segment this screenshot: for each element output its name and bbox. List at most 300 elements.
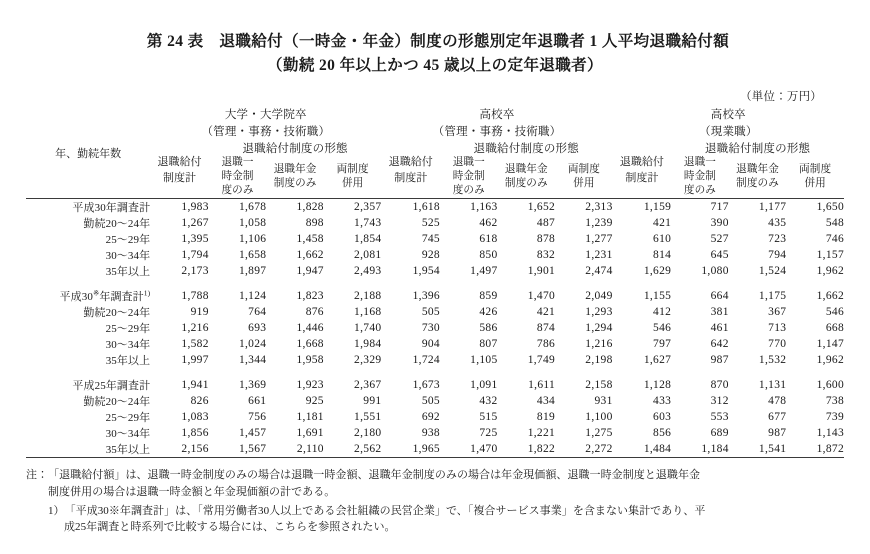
group-header-0 <box>150 107 381 140</box>
row-label <box>26 352 150 368</box>
data-cell: 931 <box>594 395 613 408</box>
data-cell: 603 <box>653 411 672 424</box>
data-cell: 390 <box>710 217 729 230</box>
data-cell: 1,267 <box>181 217 209 230</box>
stub-header-cell <box>26 107 150 199</box>
row-label <box>26 231 150 247</box>
group-0-line2: （管理・事務・技術職） <box>201 125 331 138</box>
data-cell: 1,024 <box>238 338 267 351</box>
data-cell: 1,105 <box>470 354 498 367</box>
data-cell: 1,532 <box>758 354 787 367</box>
data-cell: 505 <box>421 395 440 408</box>
subcol-1-2-l1: 両制度 <box>567 164 600 176</box>
row-label <box>26 393 150 409</box>
data-cell: 1,749 <box>527 354 556 367</box>
table-row <box>26 425 844 441</box>
title-line-1: 第 24 表 退職給付（一時金・年金）制度の形態別定年退職者 1 人平均退職給付額 <box>146 33 730 50</box>
data-cell: 1,163 <box>440 199 498 216</box>
data-cell: 1,662 <box>296 249 324 262</box>
data-cell: 1,658 <box>238 249 267 262</box>
note-main-line2-wrap <box>26 484 844 501</box>
note-main-line2: 制度併用の場合は退職一時金額と年金現価額の計である。 <box>48 486 336 498</box>
data-cell: 668 <box>825 322 844 335</box>
table-row <box>26 393 844 409</box>
row-label-text: 30～34年 <box>105 339 151 352</box>
row-label-text: 30～34年 <box>105 428 151 441</box>
data-cell: 1,155 <box>643 290 672 303</box>
data-cell: 1,691 <box>296 427 324 440</box>
data-cell: 2,329 <box>354 354 382 367</box>
row-label <box>26 215 150 231</box>
data-cell: 421 <box>536 306 556 319</box>
total-col-header-1-inner <box>381 153 440 185</box>
form-header-2: 退職給付制度の形態 <box>704 143 811 156</box>
header-group-row <box>26 107 844 140</box>
stub-header-label: 年、勤続年数 <box>55 147 122 160</box>
data-cell: 1,947 <box>296 265 324 278</box>
data-cell: 856 <box>653 427 672 440</box>
total-col-header-0-inner <box>150 153 209 185</box>
table-row <box>26 247 844 263</box>
subcol-2-2-l1: 両制度 <box>799 164 832 176</box>
data-cell: 2,081 <box>354 249 382 262</box>
data-cell: 919 <box>190 306 209 319</box>
data-cell: 1,216 <box>181 322 209 335</box>
row-label <box>26 304 150 320</box>
table-row <box>26 288 844 304</box>
subcol-1-1-l1: 退職年金 <box>504 164 548 176</box>
data-cell: 1,143 <box>816 427 844 440</box>
data-cell: 1,470 <box>440 441 498 458</box>
subcol-2-0 <box>671 156 729 198</box>
spacer-cell <box>150 368 844 377</box>
data-cell: 693 <box>248 322 267 335</box>
row-label-text: 平成30年調査計 <box>72 202 151 215</box>
data-cell: 1,958 <box>296 354 324 367</box>
row-label <box>26 263 150 279</box>
note-1-label: 1） <box>48 504 65 517</box>
page-title <box>26 30 844 78</box>
data-cell: 859 <box>479 290 498 303</box>
data-cell: 1,100 <box>585 411 613 424</box>
data-cell: 1,181 <box>296 411 324 424</box>
data-cell: 1,600 <box>816 379 844 392</box>
subcol-0-2 <box>324 156 382 198</box>
data-cell: 1,293 <box>585 306 613 319</box>
subcol-0-1 <box>266 156 324 198</box>
subcol-1-1 <box>498 156 556 198</box>
data-cell: 738 <box>825 395 844 408</box>
spacer-cell <box>26 279 150 288</box>
data-cell: 991 <box>363 395 382 408</box>
note-1-line2-wrap <box>26 519 844 536</box>
data-cell: 2,180 <box>354 427 382 440</box>
data-cell: 713 <box>768 322 787 335</box>
data-cell: 1,788 <box>181 290 209 303</box>
data-cell: 1,823 <box>296 290 324 303</box>
data-cell: 1,277 <box>585 233 613 246</box>
data-cell: 689 <box>710 427 729 440</box>
total-col-2-line1: 退職給付 <box>619 156 664 169</box>
note-1-line2: 成25年調査と時系列で比較する場合には、こちらを参照されたい。 <box>64 521 396 534</box>
data-cell: 1,458 <box>296 233 324 246</box>
data-cell: 426 <box>479 306 498 319</box>
subcol-0-0 <box>209 156 267 198</box>
data-cell: 1,168 <box>354 306 382 319</box>
data-cell: 412 <box>653 306 672 319</box>
data-cell: 1,369 <box>238 379 267 392</box>
data-cell: 807 <box>479 338 498 351</box>
data-cell: 1,157 <box>816 249 844 262</box>
data-cell: 1,611 <box>528 379 556 392</box>
data-cell: 642 <box>710 338 729 351</box>
data-cell: 1,396 <box>412 290 440 303</box>
table-row <box>26 409 844 425</box>
subcol-0-0-l1: 退職一 <box>221 157 254 169</box>
table-notes <box>26 467 844 536</box>
data-cell: 487 <box>536 217 556 230</box>
data-cell: 2,173 <box>181 265 209 278</box>
data-cell: 730 <box>421 322 440 335</box>
data-cell: 745 <box>421 233 440 246</box>
subcol-2-2 <box>786 156 844 198</box>
data-cell: 1,106 <box>238 233 267 246</box>
subcol-0-0-l2: 時金制 <box>221 171 254 183</box>
data-cell: 1,984 <box>354 338 382 351</box>
data-cell: 878 <box>536 233 556 246</box>
data-cell: 1,962 <box>816 354 844 367</box>
data-cell: 1,668 <box>296 338 324 351</box>
group-header-1 <box>381 107 612 140</box>
table-row <box>26 352 844 368</box>
subcol-0-2-l2: 併用 <box>341 178 364 190</box>
data-cell: 814 <box>653 249 672 262</box>
row-label <box>26 288 150 304</box>
data-cell: 1,457 <box>238 427 267 440</box>
subcol-1-2 <box>555 156 613 198</box>
data-cell: 548 <box>825 217 844 230</box>
note-1 <box>26 503 844 520</box>
data-cell: 2,158 <box>585 379 613 392</box>
row-label-text: 平成30 <box>59 291 93 304</box>
data-cell: 1,822 <box>498 441 556 458</box>
data-cell: 1,567 <box>209 441 267 458</box>
subcol-2-1-l2: 制度のみ <box>736 178 779 190</box>
row-label <box>26 441 150 458</box>
row-label <box>26 336 150 352</box>
data-cell: 1,828 <box>266 199 324 216</box>
data-cell: 1,965 <box>381 441 440 458</box>
data-cell: 832 <box>536 249 556 262</box>
data-cell: 618 <box>479 233 498 246</box>
data-cell: 553 <box>710 411 729 424</box>
data-cell: 1,128 <box>643 379 672 392</box>
data-cell: 1,484 <box>613 441 672 458</box>
table-body <box>26 199 844 458</box>
data-cell: 1,221 <box>527 427 556 440</box>
data-cell: 2,110 <box>266 441 324 458</box>
data-cell: 1,551 <box>354 411 382 424</box>
row-label-footnote-ref: 1) <box>143 288 151 298</box>
data-cell: 367 <box>768 306 787 319</box>
data-cell: 826 <box>190 395 209 408</box>
note-main-line1: 「退職給付額」は、退職一時金制度のみの場合は退職一時金額、退職年金制度のみの場合は年金現価額、退職一時金制度と退職年金 <box>48 469 701 482</box>
row-label-text: 勤続20～24年 <box>83 307 151 320</box>
data-cell: 1,724 <box>412 354 440 367</box>
data-cell: 874 <box>536 322 556 335</box>
group-1-line2: （管理・事務・技術職） <box>432 125 562 138</box>
data-cell: 515 <box>479 411 498 424</box>
data-cell: 525 <box>421 217 440 230</box>
data-cell: 928 <box>421 249 440 262</box>
data-cell: 1,962 <box>816 265 844 278</box>
row-label <box>26 425 150 441</box>
data-cell: 1,470 <box>527 290 556 303</box>
data-cell: 1,524 <box>758 265 787 278</box>
table-row <box>26 304 844 320</box>
data-cell: 1,497 <box>470 265 498 278</box>
total-col-1-line2: 制度計 <box>394 172 428 185</box>
data-cell: 1,872 <box>786 441 844 458</box>
total-col-header-1 <box>381 140 440 198</box>
data-cell: 1,678 <box>209 199 267 216</box>
table-row <box>26 320 844 336</box>
row-label-text: 35年以上 <box>105 355 151 368</box>
data-cell: 819 <box>536 411 556 424</box>
table-row <box>26 377 844 393</box>
total-col-2-line2: 制度計 <box>625 172 659 185</box>
data-cell: 987 <box>710 354 729 367</box>
data-cell: 2,562 <box>324 441 382 458</box>
table-header <box>26 107 844 199</box>
subcol-1-2-l2: 併用 <box>573 178 595 190</box>
table-row <box>26 231 844 247</box>
group-0-line1: 大学・大学院卒 <box>224 109 307 122</box>
data-cell: 1,184 <box>671 441 729 458</box>
data-cell: 1,216 <box>585 338 613 351</box>
data-cell: 1,395 <box>181 233 209 246</box>
data-cell: 1,856 <box>181 427 209 440</box>
row-label-text: 勤続20～24年 <box>83 396 151 409</box>
data-cell: 677 <box>768 411 787 424</box>
table-row <box>26 199 844 216</box>
row-label <box>26 199 150 216</box>
row-label-text: 35年以上 <box>105 266 151 279</box>
data-cell: 1,239 <box>585 217 613 230</box>
data-cell: 1,159 <box>613 199 672 216</box>
data-cell: 876 <box>305 306 324 319</box>
row-label <box>26 377 150 393</box>
data-cell: 1,177 <box>729 199 787 216</box>
note-main-label: 注： <box>26 469 49 482</box>
row-label-text: 25～29年 <box>105 412 151 425</box>
data-cell: 1,618 <box>381 199 440 216</box>
form-header-0: 退職給付制度の形態 <box>242 143 348 156</box>
table-row <box>26 336 844 352</box>
data-cell: 1,083 <box>181 411 209 424</box>
group-1-line1: 高校卒 <box>479 109 515 122</box>
data-cell: 904 <box>421 338 440 351</box>
total-col-1-line1: 退職給付 <box>388 156 433 169</box>
subcol-2-2-l2: 併用 <box>804 178 826 190</box>
subcol-1-1-l2: 制度のみ <box>504 178 548 190</box>
data-cell: 435 <box>768 217 787 230</box>
data-cell: 1,662 <box>816 290 844 303</box>
data-cell: 312 <box>710 395 729 408</box>
data-cell: 2,198 <box>585 354 613 367</box>
spacer-cell <box>150 279 844 288</box>
data-cell: 462 <box>479 217 498 230</box>
data-cell: 723 <box>768 233 787 246</box>
subcol-2-1 <box>729 156 787 198</box>
data-cell: 432 <box>479 395 498 408</box>
total-col-header-2-inner <box>613 153 672 185</box>
subcol-0-1-l2: 制度のみ <box>273 178 317 190</box>
data-cell: 717 <box>671 199 729 216</box>
row-label-text: 25～29年 <box>105 323 151 336</box>
data-cell: 2,272 <box>555 441 613 458</box>
data-cell: 1,231 <box>585 249 613 262</box>
data-cell: 2,313 <box>555 199 613 216</box>
unit-label: （単位：万円） <box>740 91 822 104</box>
subcol-2-0-l3: 度のみ <box>683 185 717 197</box>
subcol-2-0-l1: 退職一 <box>683 157 717 169</box>
data-cell: 546 <box>825 306 844 319</box>
data-cell: 2,474 <box>585 265 613 278</box>
subcol-1-0-l2: 時金制 <box>452 171 485 183</box>
data-cell: 434 <box>536 395 556 408</box>
row-label-text-2: 年調査計 <box>99 291 144 304</box>
data-cell: 794 <box>768 249 787 262</box>
total-col-0-line2: 制度計 <box>162 172 196 185</box>
data-cell: 692 <box>421 411 440 424</box>
data-cell: 1,854 <box>354 233 382 246</box>
data-cell: 987 <box>768 427 787 440</box>
subcol-0-1-l1: 退職年金 <box>273 164 317 176</box>
data-cell: 1,997 <box>181 354 209 367</box>
data-cell: 433 <box>653 395 672 408</box>
data-cell: 2,357 <box>324 199 382 216</box>
data-cell: 725 <box>479 427 498 440</box>
block-spacer <box>26 279 844 288</box>
data-cell: 1,652 <box>498 199 556 216</box>
data-cell: 1,673 <box>412 379 440 392</box>
subcol-2-0-l2: 時金制 <box>683 171 717 183</box>
data-cell: 1,080 <box>701 265 729 278</box>
note-main <box>26 467 844 484</box>
subcol-0-2-l1: 両制度 <box>336 164 369 176</box>
row-label-text: 25～29年 <box>105 234 151 247</box>
data-cell: 586 <box>479 322 498 335</box>
spacer-cell <box>26 368 150 377</box>
total-col-0-line1: 退職給付 <box>157 156 202 169</box>
data-cell: 527 <box>710 233 729 246</box>
data-cell: 925 <box>305 395 324 408</box>
data-cell: 850 <box>479 249 498 262</box>
block-spacer <box>26 368 844 377</box>
row-label-text: 平成25年調査計 <box>72 380 151 393</box>
total-col-header-2 <box>613 140 672 198</box>
data-cell: 610 <box>653 233 672 246</box>
table-row <box>26 441 844 458</box>
row-label <box>26 320 150 336</box>
data-cell: 2,156 <box>150 441 209 458</box>
form-header-1: 退職給付制度の形態 <box>473 143 579 156</box>
data-cell: 1,901 <box>527 265 556 278</box>
data-cell: 2,367 <box>354 379 382 392</box>
data-cell: 1,983 <box>150 199 209 216</box>
data-cell: 381 <box>710 306 729 319</box>
total-col-header-0 <box>150 140 209 198</box>
data-cell: 1,446 <box>296 322 324 335</box>
data-cell: 898 <box>305 217 324 230</box>
data-cell: 1,627 <box>643 354 672 367</box>
data-cell: 1,629 <box>643 265 672 278</box>
data-cell: 1,124 <box>238 290 267 303</box>
data-cell: 1,275 <box>585 427 613 440</box>
data-cell: 1,923 <box>296 379 324 392</box>
data-cell: 764 <box>248 306 267 319</box>
data-cell: 1,131 <box>758 379 787 392</box>
data-cell: 478 <box>768 395 787 408</box>
statistics-table <box>26 107 844 458</box>
data-cell: 1,897 <box>238 265 267 278</box>
data-cell: 1,941 <box>181 379 209 392</box>
data-cell: 1,582 <box>181 338 209 351</box>
table-row <box>26 263 844 279</box>
note-main-body <box>48 467 700 484</box>
data-cell: 746 <box>825 233 844 246</box>
row-label <box>26 409 150 425</box>
data-cell: 1,175 <box>758 290 787 303</box>
title-line-2: （勤続 20 年以上かつ 45 歳以上の定年退職者） <box>267 57 603 75</box>
data-cell: 2,188 <box>354 290 382 303</box>
data-cell: 1,058 <box>238 217 267 230</box>
data-cell: 2,493 <box>354 265 382 278</box>
data-cell: 645 <box>710 249 729 262</box>
row-label <box>26 247 150 263</box>
data-cell: 1,794 <box>181 249 209 262</box>
data-cell: 664 <box>710 290 729 303</box>
group-header-2 <box>613 107 844 140</box>
data-cell: 1,091 <box>470 379 498 392</box>
data-cell: 1,650 <box>786 199 844 216</box>
subcol-1-0 <box>440 156 498 198</box>
row-label-text: 勤続20～24年 <box>83 218 151 231</box>
data-cell: 1,740 <box>354 322 382 335</box>
data-cell: 938 <box>421 427 440 440</box>
subcol-0-0-l3: 度のみ <box>221 185 254 197</box>
data-cell: 1,294 <box>585 322 613 335</box>
group-2-line1: 高校卒 <box>710 109 746 122</box>
data-cell: 770 <box>768 338 787 351</box>
table-row <box>26 215 844 231</box>
data-cell: 739 <box>825 411 844 424</box>
subcol-1-0-l1: 退職一 <box>452 157 485 169</box>
data-cell: 797 <box>653 338 672 351</box>
data-cell: 461 <box>710 322 729 335</box>
data-cell: 2,049 <box>585 290 613 303</box>
group-2-line2: （現業職） <box>699 125 758 138</box>
subcol-2-1-l1: 退職年金 <box>736 164 779 176</box>
data-cell: 1,541 <box>729 441 787 458</box>
data-cell: 870 <box>710 379 729 392</box>
row-label-text: 30～34年 <box>105 250 151 263</box>
subcol-1-0-l3: 度のみ <box>452 185 485 197</box>
note-1-line1: 「平成30※年調査計」は、「常用労働者30人以上である会社組織の民営企業」で、「複合サービス事業」を含まない集計であり、平 <box>64 504 706 517</box>
row-label-text: 35年以上 <box>105 444 151 457</box>
data-cell: 1,147 <box>816 338 844 351</box>
